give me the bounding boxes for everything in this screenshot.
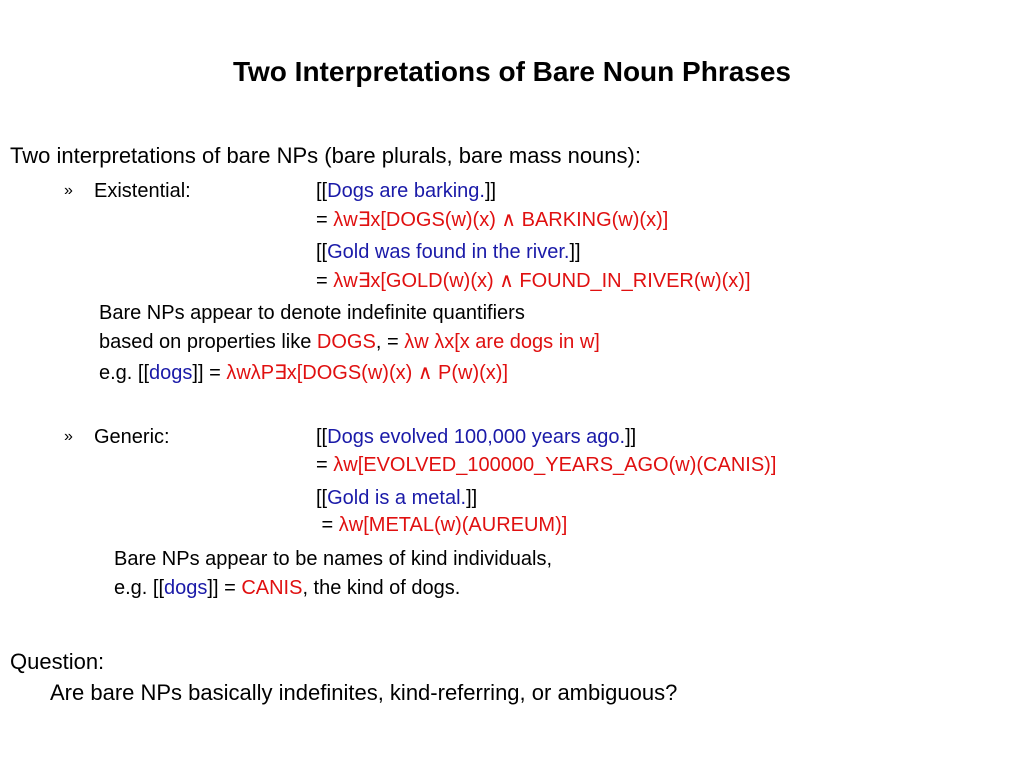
existential-example-1-sentence: [[Dogs are barking.]] xyxy=(316,180,497,202)
existential-note-line-2: based on properties like DOGS, = λw λx[x are dogs in w] xyxy=(99,331,600,353)
intro-text: Two interpretations of bare NPs (bare plurals, bare mass nouns): xyxy=(10,143,641,168)
generic-label: Generic: xyxy=(94,426,170,448)
existential-example-2-sentence: [[Gold was found in the river.]] xyxy=(316,241,581,263)
existential-example-2-formula: = λw∃x[GOLD(w)(x) ∧ FOUND_IN_RIVER(w)(x)] xyxy=(316,270,751,292)
question-label: Question: xyxy=(10,649,105,674)
generic-example-2-sentence: [[Gold is a metal.]] xyxy=(316,487,478,509)
bullet-generic: » xyxy=(64,428,73,445)
generic-example-2-formula: = λw[METAL(w)(AUREUM)] xyxy=(316,514,568,536)
question-text: Are bare NPs basically indefinites, kind-referring, or ambiguous? xyxy=(50,680,678,705)
slide-title: Two Interpretations of Bare Noun Phrases xyxy=(232,56,792,87)
generic-note-line-1: Bare NPs appear to be names of kind individuals, xyxy=(114,548,553,570)
existential-note-line-1: Bare NPs appear to denote indefinite quantifiers xyxy=(99,302,525,324)
existential-example-1-formula: = λw∃x[DOGS(w)(x) ∧ BARKING(w)(x)] xyxy=(316,209,669,231)
bullet-existential: » xyxy=(64,182,73,199)
existential-label: Existential: xyxy=(94,180,191,202)
generic-example-1-sentence: [[Dogs evolved 100,000 years ago.]] xyxy=(316,426,637,448)
generic-note-line-2: e.g. [[dogs]] = CANIS, the kind of dogs. xyxy=(114,577,461,599)
existential-note-line-3: e.g. [[dogs]] = λwλP∃x[DOGS(w)(x) ∧ P(w)(x)] xyxy=(99,362,509,384)
generic-example-1-formula: = λw[EVOLVED_100000_YEARS_AGO(w)(CANIS)] xyxy=(316,454,777,476)
